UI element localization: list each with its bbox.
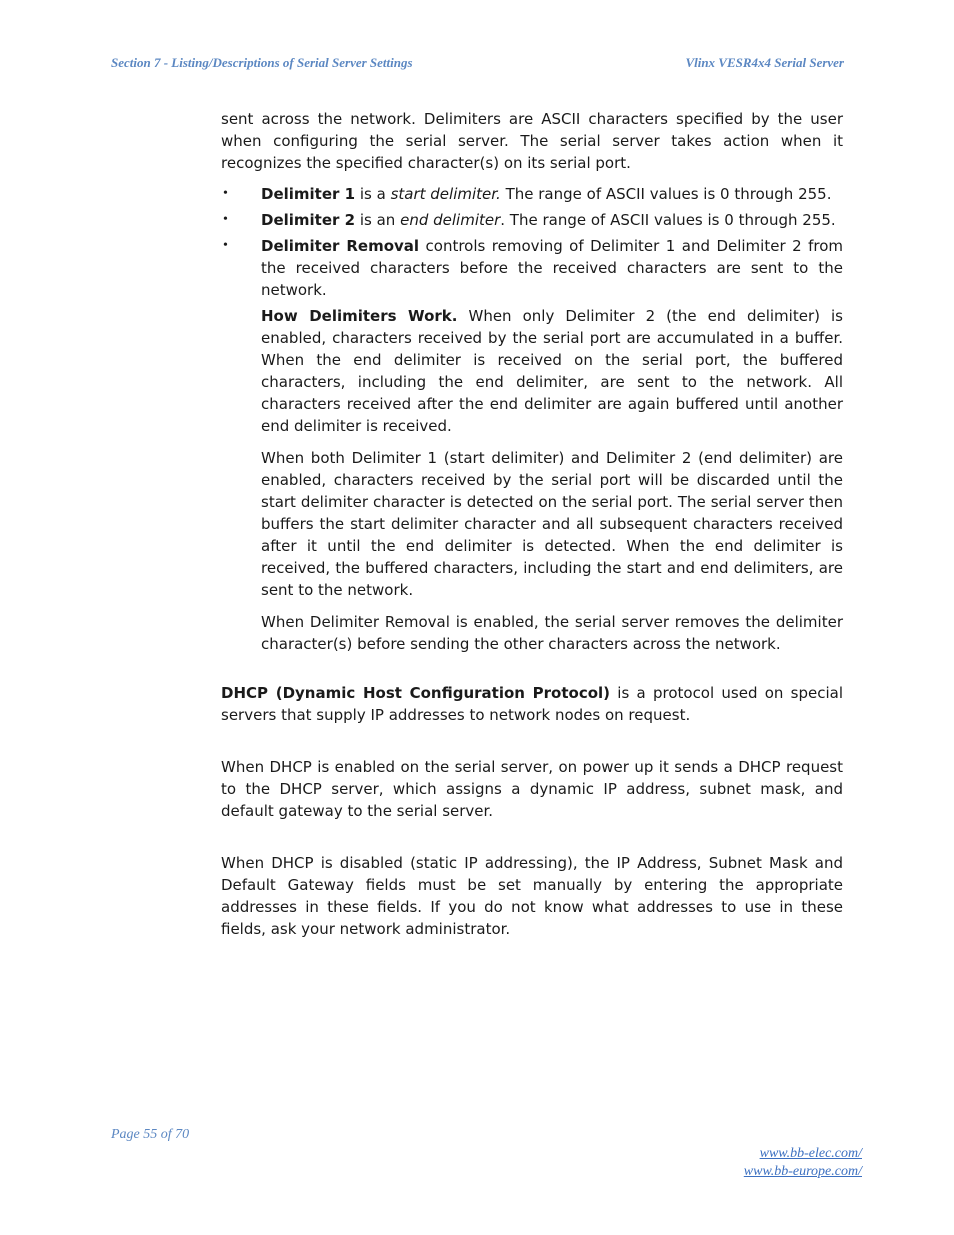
- dhcp-disabled-paragraph: When DHCP is disabled (static IP addressing), the IP Address, Subnet Mask and Default Gateway fields must be set manually by entering the appropriate addresses in these fields. If you do not know what addresses to use in these fields, ask your network administrator.: [221, 854, 843, 938]
- footer-links: [744, 1145, 862, 1181]
- dhcp-definition-paragraph: [221, 682, 843, 726]
- bb-elec-link[interactable]: www.bb-elec.com/: [759, 1146, 862, 1161]
- intro-paragraph: sent across the network. Delimiters are ASCII characters specified by the user when configuring the serial server. The serial server takes action when it recognizes the specified character(s) on its serial port.: [221, 110, 843, 172]
- how-delimiters-work-paragraph: [221, 305, 843, 437]
- dhcp-enabled-paragraph: When DHCP is enabled on the serial server, on power up it sends a DHCP request to the DHCP server, which assigns a dynamic IP address, subnet mask, and default gateway to the serial server.: [221, 758, 843, 820]
- bb-europe-link[interactable]: www.bb-europe.com/: [743, 1164, 862, 1179]
- delimiter-removal-paragraph: When Delimiter Removal is enabled, the serial server removes the delimiter character(s) before sending the other characters across the network.: [261, 613, 843, 653]
- term-delimiter-removal: Delimiter Removal: [261, 237, 420, 255]
- list-item-delimiter-1: [221, 183, 843, 205]
- delimiter-1-text-a: is a: [355, 185, 391, 203]
- delimiter-1-italic: start delimiter.: [390, 185, 501, 203]
- delimiter-list: [221, 183, 843, 301]
- dhcp-term: DHCP (Dynamic Host Configuration Protocol): [221, 684, 611, 702]
- bullet-icon: •: [223, 186, 228, 201]
- bullet-icon: •: [223, 238, 228, 253]
- delimiter-2-text-b: . The range of ASCII values is 0 through 255.: [500, 211, 836, 229]
- dhcp-definition-text: is a protocol used on special servers that supply IP addresses to network nodes on request.: [221, 684, 843, 724]
- header-section-title: Section 7 - Listing/Descriptions of Serial Server Settings: [111, 55, 413, 70]
- document-body: [221, 108, 843, 940]
- list-item-delimiter-removal: [221, 235, 843, 301]
- how-delimiters-heading: How Delimiters Work.: [261, 307, 458, 325]
- delimiter-2-italic: end delimiter: [400, 211, 501, 229]
- how-delimiters-text: When only Delimiter 2 (the end delimiter) is enabled, characters received by the serial port are accumulated in a buffer. When the end delimiter is received on the serial port, the buffered characters, including the end delimiter, are sent to the network. All characters received after the end delimiter are again buffered until another end delimiter is received.: [261, 307, 843, 435]
- delimiter-1-text-b: The range of ASCII values is 0 through 255.: [500, 185, 832, 203]
- list-item-delimiter-2: [221, 209, 843, 231]
- delimiter-removal-text: controls removing of Delimiter 1 and Delimiter 2 from the received characters before the received characters are sent to the network.: [261, 237, 843, 299]
- bullet-icon: •: [223, 212, 228, 227]
- term-delimiter-1: Delimiter 1: [261, 185, 356, 203]
- both-delimiters-paragraph: When both Delimiter 1 (start delimiter) and Delimiter 2 (end delimiter) are enabled, characters received by the serial port will be discarded until the start delimiter character is detected on the serial port. The serial server then buffers the start delimiter character and all subsequent characters received after it until the end delimiter is detected. When the end delimiter is received, the buffered characters, including the start and end delimiters, are sent to the network.: [261, 449, 843, 599]
- term-delimiter-2: Delimiter 2: [261, 211, 356, 229]
- delimiter-2-text-a: is an: [355, 211, 401, 229]
- header-product-name: Vlinx VESR4x4 Serial Server: [685, 55, 844, 70]
- page-number: Page 55 of 70: [111, 1127, 190, 1142]
